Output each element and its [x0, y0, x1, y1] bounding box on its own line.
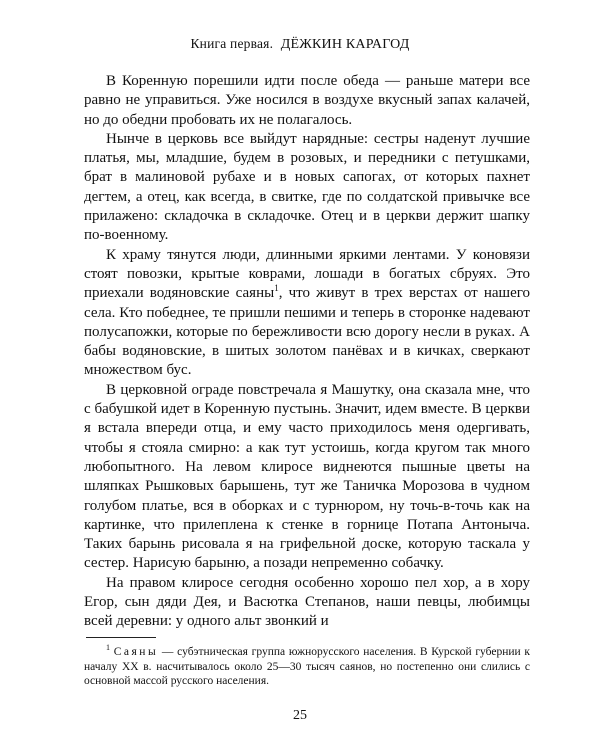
footnote-marker: 1 — [106, 643, 110, 653]
running-head — [0, 36, 600, 53]
footnote — [84, 645, 530, 689]
page-number: 25 — [293, 708, 307, 723]
footnote-text: — субэтническая группа южнорусского населения. В Курской губернии к началу XX в. насчитывалось около 25—30 тысяч саянов, но постепенно они слились с основной массой русского населения. — [84, 646, 530, 687]
paragraph: На правом клиросе сегодня особенно хорошо пел хор, а в хору Егор, сын дяди Дея, и Васютка Степанов, наши певцы, любимцы всей деревни: у одного альт звонкий и — [84, 574, 530, 630]
paragraph: В Коренную порешили идти после обеда — раньше матери все равно не управиться. Уже носился в воздухе вкусный запах калачей, но до обедни пробовать их не полагалось. — [84, 73, 530, 128]
footnote-term: Саяны — [113, 646, 159, 658]
footnote-divider — [86, 637, 156, 638]
main-text — [84, 72, 530, 632]
paragraph: В церковной ограде повстречала я Машутку, она сказала мне, что с бабушкой идет в Коренную пустынь. Значит, идем вместе. В церкви я встала впереди отца, и ему часто приходилось меня одергивать, чтобы я стояла смирно: а как тут устоишь, когда кругом так много любопытного. На левом клиросе виднеются пышные цветы на шляпках Рышковых барышень, тут же Таничка Морозова в чудном голубом платье, вся в оборках и с турнюром, ну точь-в-точь как на картинке, что прилеплена к стенке в горнице Потапа Антоныча. Таких барынь рисовала я на грифельной доске, которую таскала у сестер. Нарисую барыню, а позади непременно собачку. — [84, 381, 530, 572]
paragraph-text: К храму тянутся люди, длинными яркими лентами. У коновязи стоят повозки, крытые коврами, лошади в богатых сбруях. Это приехали водяновские саяны — [84, 246, 530, 302]
paragraph — [84, 246, 530, 381]
book-part-label: Книга первая. — [190, 36, 274, 51]
book-title: ДЁЖКИН КАРАГОД — [280, 37, 410, 52]
paragraph-text: живут в трех верстах от нашего села. Кто победнее, те пришли пешими и теперь в сторонке надевают полусапожки, которые по бережливости всю дорогу несли в руках. А бабы водяновские, в шитых золотом панёвах и в кичках, сверкают множеством бус. — [84, 285, 531, 379]
paragraph: Нынче в церковь все выйдут нарядные: сестры наденут лучшие платья, мы, младшие, будем в розовых, и передники с петушками, брат в малиновой рубахе и в новых сапогах, от которых пахнет дегтем, а отец, как всегда, в свитке, где по солдатской привычке все прилажено: складочка в складочке. Отец и в церкви держит шапку по-военному. — [84, 130, 530, 244]
footnote-reference[interactable]: 1 — [274, 283, 279, 294]
paragraph-text-continuation: , что — [278, 285, 310, 302]
